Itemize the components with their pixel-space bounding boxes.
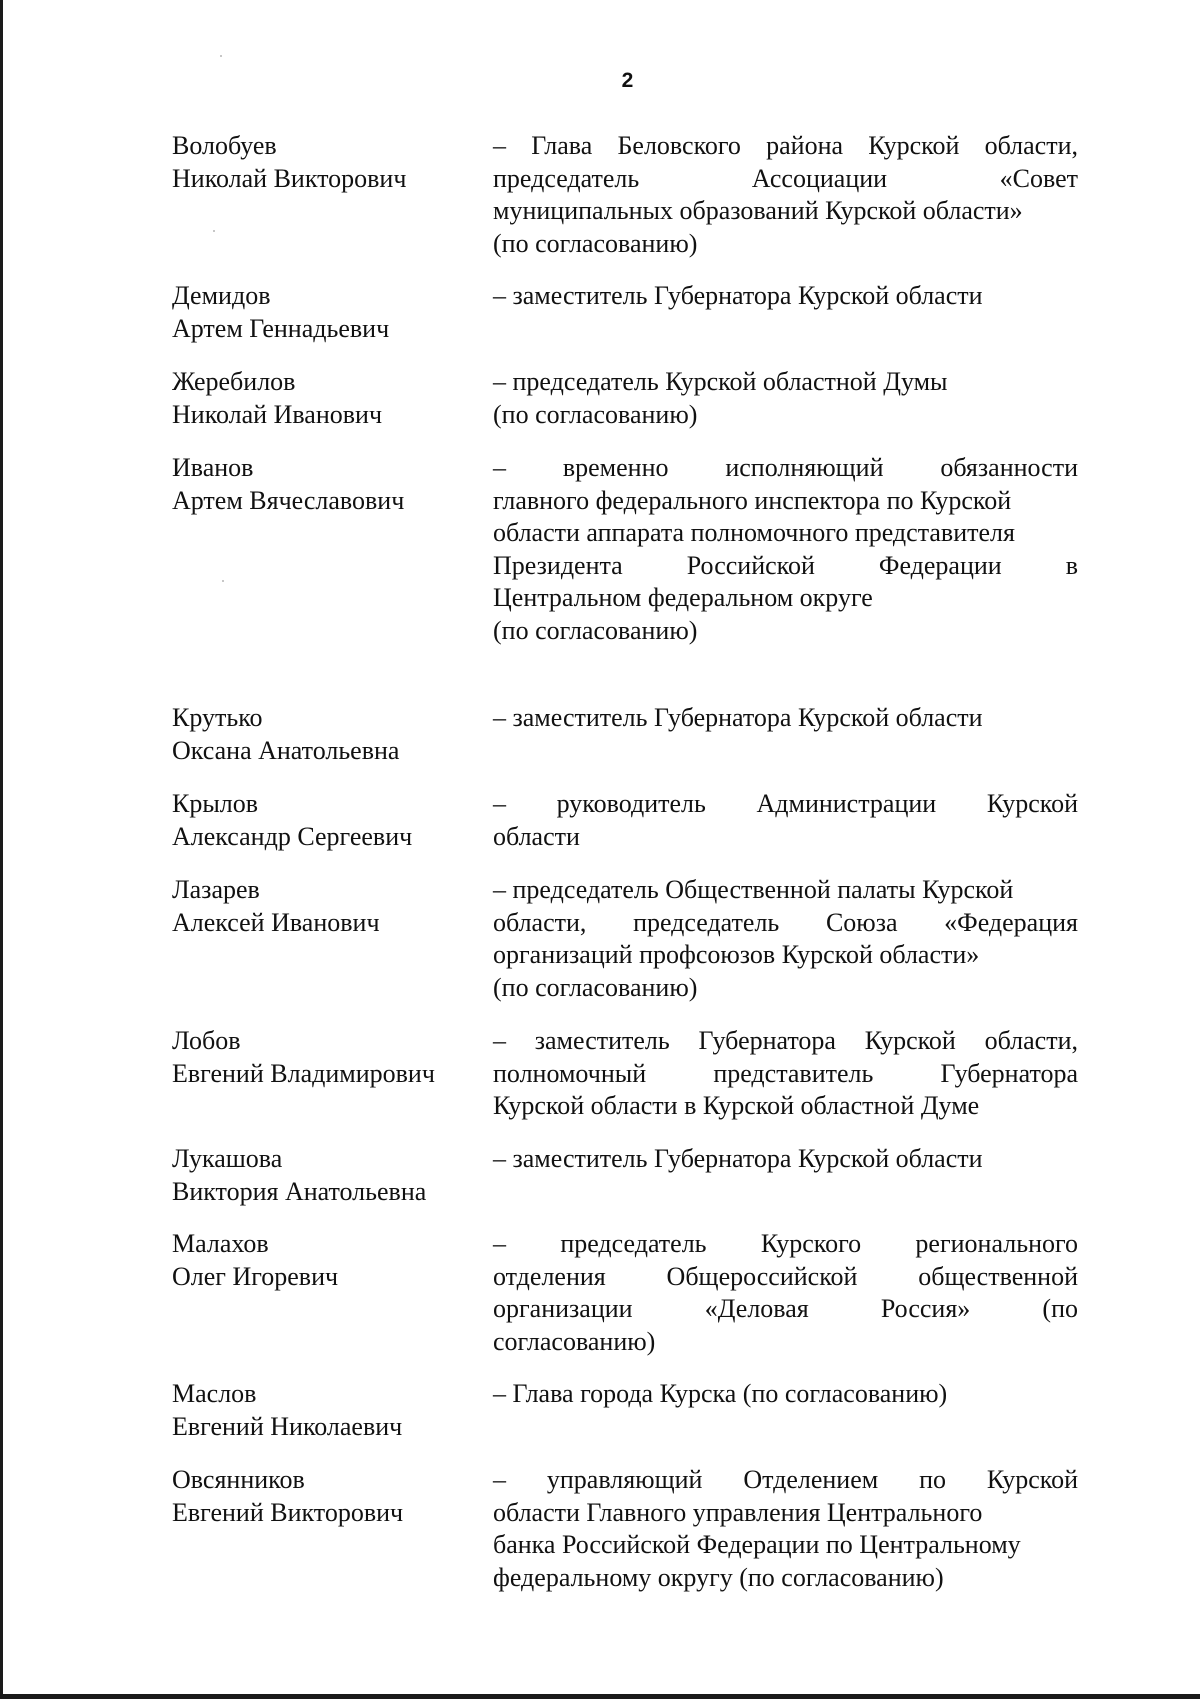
scan-speck bbox=[222, 580, 224, 582]
member-given-names: Николай Иванович bbox=[172, 399, 383, 429]
role-line: – Глава города Курска (по согласованию) bbox=[493, 1379, 948, 1408]
member-given-names: Евгений Николаевич bbox=[172, 1411, 403, 1441]
role-line: организации «Деловая Россия» (по bbox=[493, 1294, 1078, 1323]
member-role bbox=[493, 1228, 1078, 1358]
member-role bbox=[493, 702, 1078, 735]
member-role bbox=[493, 874, 1078, 1004]
role-line: Президента Российской Федерации в bbox=[493, 550, 1078, 580]
member-name bbox=[172, 874, 472, 939]
member-surname: Малахов bbox=[172, 1229, 269, 1258]
role-line: согласованию) bbox=[493, 1326, 656, 1356]
role-line: – председатель Курской областной Думы bbox=[493, 367, 948, 396]
member-name bbox=[172, 1464, 472, 1529]
scan-speck bbox=[213, 230, 215, 232]
member-surname: Жеребилов bbox=[172, 367, 296, 396]
member-role bbox=[493, 1464, 1078, 1594]
scan-edge-left bbox=[0, 0, 3, 1699]
member-role bbox=[493, 1025, 1078, 1123]
role-line: главного федерального инспектора по Курской bbox=[493, 485, 1012, 515]
role-line: отделения Общероссийской общественной bbox=[493, 1261, 1078, 1291]
member-given-names: Виктория Анатольевна bbox=[172, 1176, 427, 1206]
role-line: полномочный представитель Губернатора bbox=[493, 1058, 1078, 1088]
member-given-names: Артем Геннадьевич bbox=[172, 313, 390, 343]
role-line: – заместитель Губернатора Курской области, bbox=[493, 1026, 1078, 1055]
member-surname: Лазарев bbox=[172, 875, 260, 904]
member-role bbox=[493, 130, 1078, 260]
member-role bbox=[493, 1143, 1078, 1176]
role-line: – временно исполняющий обязанности bbox=[493, 453, 1078, 482]
role-line: – заместитель Губернатора Курской области bbox=[493, 703, 983, 732]
page-number: 2 bbox=[621, 69, 634, 92]
role-line: Курской области в Курской областной Думе bbox=[493, 1091, 980, 1120]
role-line: организаций профсоюзов Курской области» bbox=[493, 940, 980, 969]
member-name bbox=[172, 1025, 472, 1090]
member-surname: Иванов bbox=[172, 453, 254, 482]
member-surname: Лобов bbox=[172, 1026, 241, 1055]
role-line: – управляющий Отделением по Курской bbox=[493, 1465, 1078, 1494]
scan-speck bbox=[220, 55, 222, 57]
member-surname: Лукашова bbox=[172, 1144, 283, 1173]
role-line: области Главного управления Центрального bbox=[493, 1497, 983, 1527]
role-line: председатель Ассоциации «Совет bbox=[493, 163, 1078, 193]
member-name bbox=[172, 1228, 472, 1293]
role-line: (по согласованию) bbox=[493, 399, 698, 429]
member-role bbox=[493, 452, 1078, 647]
role-line: (по согласованию) bbox=[493, 615, 698, 645]
member-name bbox=[172, 280, 472, 345]
role-line: (по согласованию) bbox=[493, 228, 698, 258]
role-line: – председатель Курского регионального bbox=[493, 1229, 1078, 1258]
member-name bbox=[172, 1378, 472, 1443]
member-given-names: Александр Сергеевич bbox=[172, 821, 413, 851]
role-line: области аппарата полномочного представителя bbox=[493, 518, 1015, 547]
member-given-names: Евгений Владимирович bbox=[172, 1058, 435, 1088]
role-line: – Глава Беловского района Курской области, bbox=[493, 131, 1078, 160]
member-surname: Волобуев bbox=[172, 131, 277, 160]
role-line: (по согласованию) bbox=[493, 972, 698, 1002]
role-line: Центральном федеральном округе bbox=[493, 583, 873, 612]
member-surname: Маслов bbox=[172, 1379, 257, 1408]
member-surname: Овсянников bbox=[172, 1465, 305, 1494]
role-line: банка Российской Федерации по Центральному bbox=[493, 1530, 1021, 1559]
member-name bbox=[172, 130, 472, 195]
member-given-names: Алексей Иванович bbox=[172, 907, 380, 937]
member-given-names: Артем Вячеславович bbox=[172, 485, 405, 515]
role-line: – председатель Общественной палаты Курской bbox=[493, 875, 1014, 904]
member-given-names: Евгений Викторович bbox=[172, 1497, 404, 1527]
member-name bbox=[172, 1143, 472, 1208]
member-role bbox=[493, 280, 1078, 313]
member-role bbox=[493, 788, 1078, 853]
member-role bbox=[493, 366, 1078, 431]
role-line: муниципальных образований Курской области» bbox=[493, 196, 1023, 225]
member-name bbox=[172, 702, 472, 767]
member-surname: Крутько bbox=[172, 703, 263, 732]
role-line: – заместитель Губернатора Курской области bbox=[493, 281, 983, 310]
member-name bbox=[172, 452, 472, 517]
member-given-names: Олег Игоревич bbox=[172, 1261, 339, 1291]
member-role bbox=[493, 1378, 1078, 1411]
member-surname: Крылов bbox=[172, 789, 259, 818]
member-name bbox=[172, 788, 472, 853]
role-line: – руководитель Администрации Курской bbox=[493, 789, 1078, 818]
member-given-names: Николай Викторович bbox=[172, 163, 407, 193]
role-line: – заместитель Губернатора Курской области bbox=[493, 1144, 983, 1173]
role-line: области, председатель Союза «Федерация bbox=[493, 907, 1078, 937]
role-line: области bbox=[493, 821, 580, 851]
member-name bbox=[172, 366, 472, 431]
member-given-names: Оксана Анатольевна bbox=[172, 735, 400, 765]
role-line: федеральному округу (по согласованию) bbox=[493, 1562, 944, 1592]
member-surname: Демидов bbox=[172, 281, 271, 310]
scan-edge-bottom bbox=[0, 1694, 1200, 1699]
